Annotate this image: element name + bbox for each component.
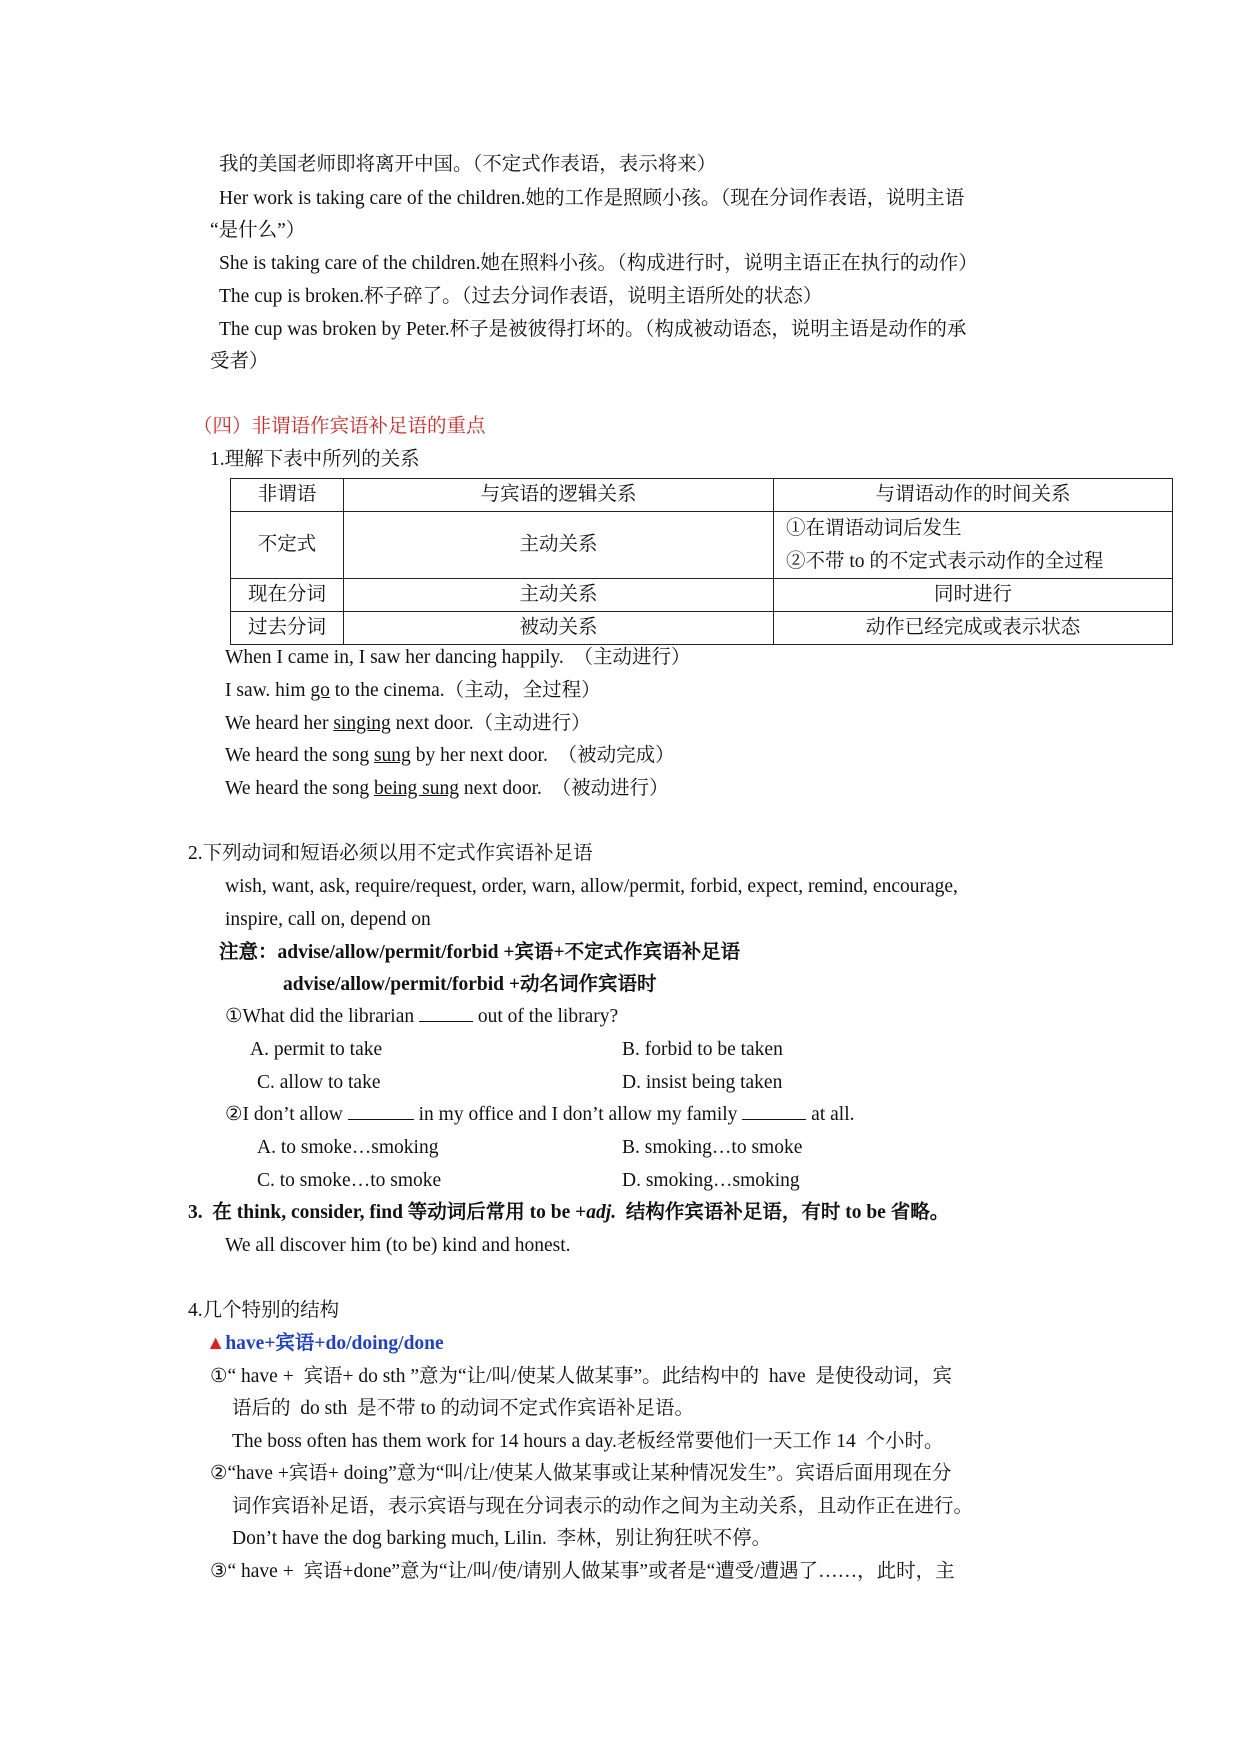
answer-blank: [348, 1118, 414, 1120]
relation-table: [230, 478, 1173, 645]
table-header-cell: 与宾语的逻辑关系: [344, 479, 774, 512]
question-text: ②I don’t allow: [225, 1104, 348, 1125]
structure-heading: have+宾语+do/doing/done: [225, 1333, 444, 1354]
answer-blank: [742, 1118, 806, 1120]
q2-option-b: B. smoking…to smoke: [622, 1137, 803, 1158]
q2-option-c: C. to smoke…to smoke: [257, 1170, 442, 1191]
intro-line-7: 受者）: [210, 351, 269, 372]
table-cell: 主动关系: [344, 579, 774, 612]
table-cell: 不定式: [231, 512, 344, 579]
part3-adj: adj.: [586, 1202, 617, 1223]
sub-heading-1: 1.理解下表中所列的关系: [210, 449, 420, 470]
table-row: [231, 579, 1173, 612]
point-1-line-1: ①“ have + 宾语+ do sth ”意为“让/叫/使某人做某事”。此结构中的 have 是使役动词，宾: [210, 1366, 952, 1387]
q1-option-b: B. forbid to be taken: [622, 1039, 783, 1060]
table-cell: 过去分词: [231, 612, 344, 645]
verb-list-2: inspire, call on, depend on: [225, 909, 431, 930]
table-header-cell: 与谓语动作的时间关系: [774, 479, 1173, 512]
point-2-line-1: ②“have +宾语+ doing”意为“叫/让/使某人做某事或让某种情况发生”。宾语后面用现在分: [210, 1463, 952, 1484]
example-text: to the cinema.（主动，全过程）: [329, 680, 601, 701]
question-text: out of the library?: [473, 1006, 619, 1027]
example-1: When I came in, I saw her dancing happily. （主动进行）: [225, 647, 691, 668]
table-row: [231, 612, 1173, 645]
table-header-row: [231, 479, 1173, 512]
part4-title: 4.几个特别的结构: [188, 1300, 340, 1321]
q2-option-d: D. smoking…smoking: [622, 1170, 800, 1191]
table-cell: [774, 512, 1173, 579]
example-text: We heard the song: [225, 745, 374, 766]
table-row: [231, 512, 1173, 579]
q1-option-c: C. allow to take: [257, 1072, 381, 1093]
part2-title: 2.下列动词和短语必须以用不定式作宾语补足语: [188, 843, 593, 864]
q1-option-d: D. insist being taken: [622, 1072, 783, 1093]
example-5: [225, 778, 669, 800]
intro-line-5: The cup is broken.杯子碎了。（过去分词作表语，说明主语所处的状态）: [219, 286, 823, 307]
example-text: We heard the song: [225, 778, 374, 799]
q2-option-a: A. to smoke…smoking: [257, 1137, 439, 1158]
example-underlined: singing: [333, 713, 391, 734]
example-4: [225, 745, 675, 767]
question-1: [225, 1006, 618, 1028]
example-underlined: sung: [373, 745, 411, 766]
part3-text: 3. 在 think, consider, find 等动词后常用 to be +: [188, 1202, 587, 1223]
verb-list-1: wish, want, ask, require/request, order, warn, allow/permit, forbid, expect, remind, encourage,: [225, 876, 958, 897]
part3-example: We all discover him (to be) kind and honest.: [225, 1235, 571, 1256]
example-underlined: go: [310, 680, 330, 701]
table-cell: 主动关系: [344, 512, 774, 579]
intro-line-6: The cup was broken by Peter.杯子是被彼得打坏的。（构成被动语态，说明主语是动作的承: [219, 319, 967, 340]
example-text: by her next door. （被动完成）: [410, 745, 675, 766]
part3-title: [188, 1202, 949, 1224]
table-cell: 被动关系: [344, 612, 774, 645]
intro-line-2: Her work is taking care of the children.她的工作是照顾小孩。（现在分词作表语，说明主语: [219, 188, 965, 209]
point-1-example: The boss often has them work for 14 hours a day.老板经常要他们一天工作 14 个小时。: [232, 1431, 944, 1452]
section-heading: （四）非谓语作宾语补足语的重点: [193, 416, 486, 437]
part3-text: 结构作宾语补足语，有时 to be 省略。: [616, 1202, 950, 1223]
answer-blank: [419, 1020, 473, 1022]
table-cell: 同时进行: [774, 579, 1173, 612]
q1-option-a: A. permit to take: [250, 1039, 383, 1060]
example-text: next door. （被动进行）: [459, 778, 669, 799]
question-text: at all.: [806, 1104, 855, 1125]
part4-heading: [206, 1333, 444, 1355]
intro-line-4: She is taking care of the children.她在照料小孩。（构成进行时，说明主语正在执行的动作）: [219, 253, 978, 274]
table-cell: 动作已经完成或表示状态: [774, 612, 1173, 645]
point-2-line-2: 词作宾语补足语，表示宾语与现在分词表示的动作之间为主动关系，且动作正在进行。: [232, 1496, 974, 1517]
question-text: in my office and I don’t allow my family: [413, 1104, 743, 1125]
example-text: I saw. him: [225, 680, 311, 701]
note-line-1: 注意：advise/allow/permit/forbid +宾语+不定式作宾语补足语: [219, 942, 741, 963]
example-text: We heard her: [225, 713, 334, 734]
example-3: [225, 713, 591, 735]
example-underlined: being sung: [373, 778, 460, 799]
point-3-line-1: ③“ have + 宾语+done”意为“让/叫/使/请别人做某事”或者是“遭受/遭遇了……，此时，主: [210, 1561, 955, 1582]
intro-line-1: 我的美国老师即将离开中国。（不定式作表语，表示将来）: [219, 154, 717, 175]
question-text: ①What did the librarian: [225, 1006, 420, 1027]
intro-line-3: “是什么”）: [210, 220, 306, 241]
note-line-2: advise/allow/permit/forbid +动名词作宾语时: [283, 974, 657, 995]
example-text: next door.（主动进行）: [390, 713, 591, 734]
example-2: [225, 680, 601, 702]
question-2: [225, 1104, 855, 1126]
table-cell-line: ①在谓语动词后发生: [786, 518, 962, 539]
table-cell-line: ②不带 to 的不定式表示动作的全过程: [786, 551, 1104, 572]
triangle-marker: ▲: [206, 1333, 226, 1354]
table-header-cell: 非谓语: [231, 479, 344, 512]
table-cell: 现在分词: [231, 579, 344, 612]
point-2-example: Don’t have the dog barking much, Lilin. 李林，别让狗狂吠不停。: [232, 1528, 772, 1549]
point-1-line-2: 语后的 do sth 是不带 to 的动词不定式作宾语补足语。: [232, 1398, 695, 1419]
